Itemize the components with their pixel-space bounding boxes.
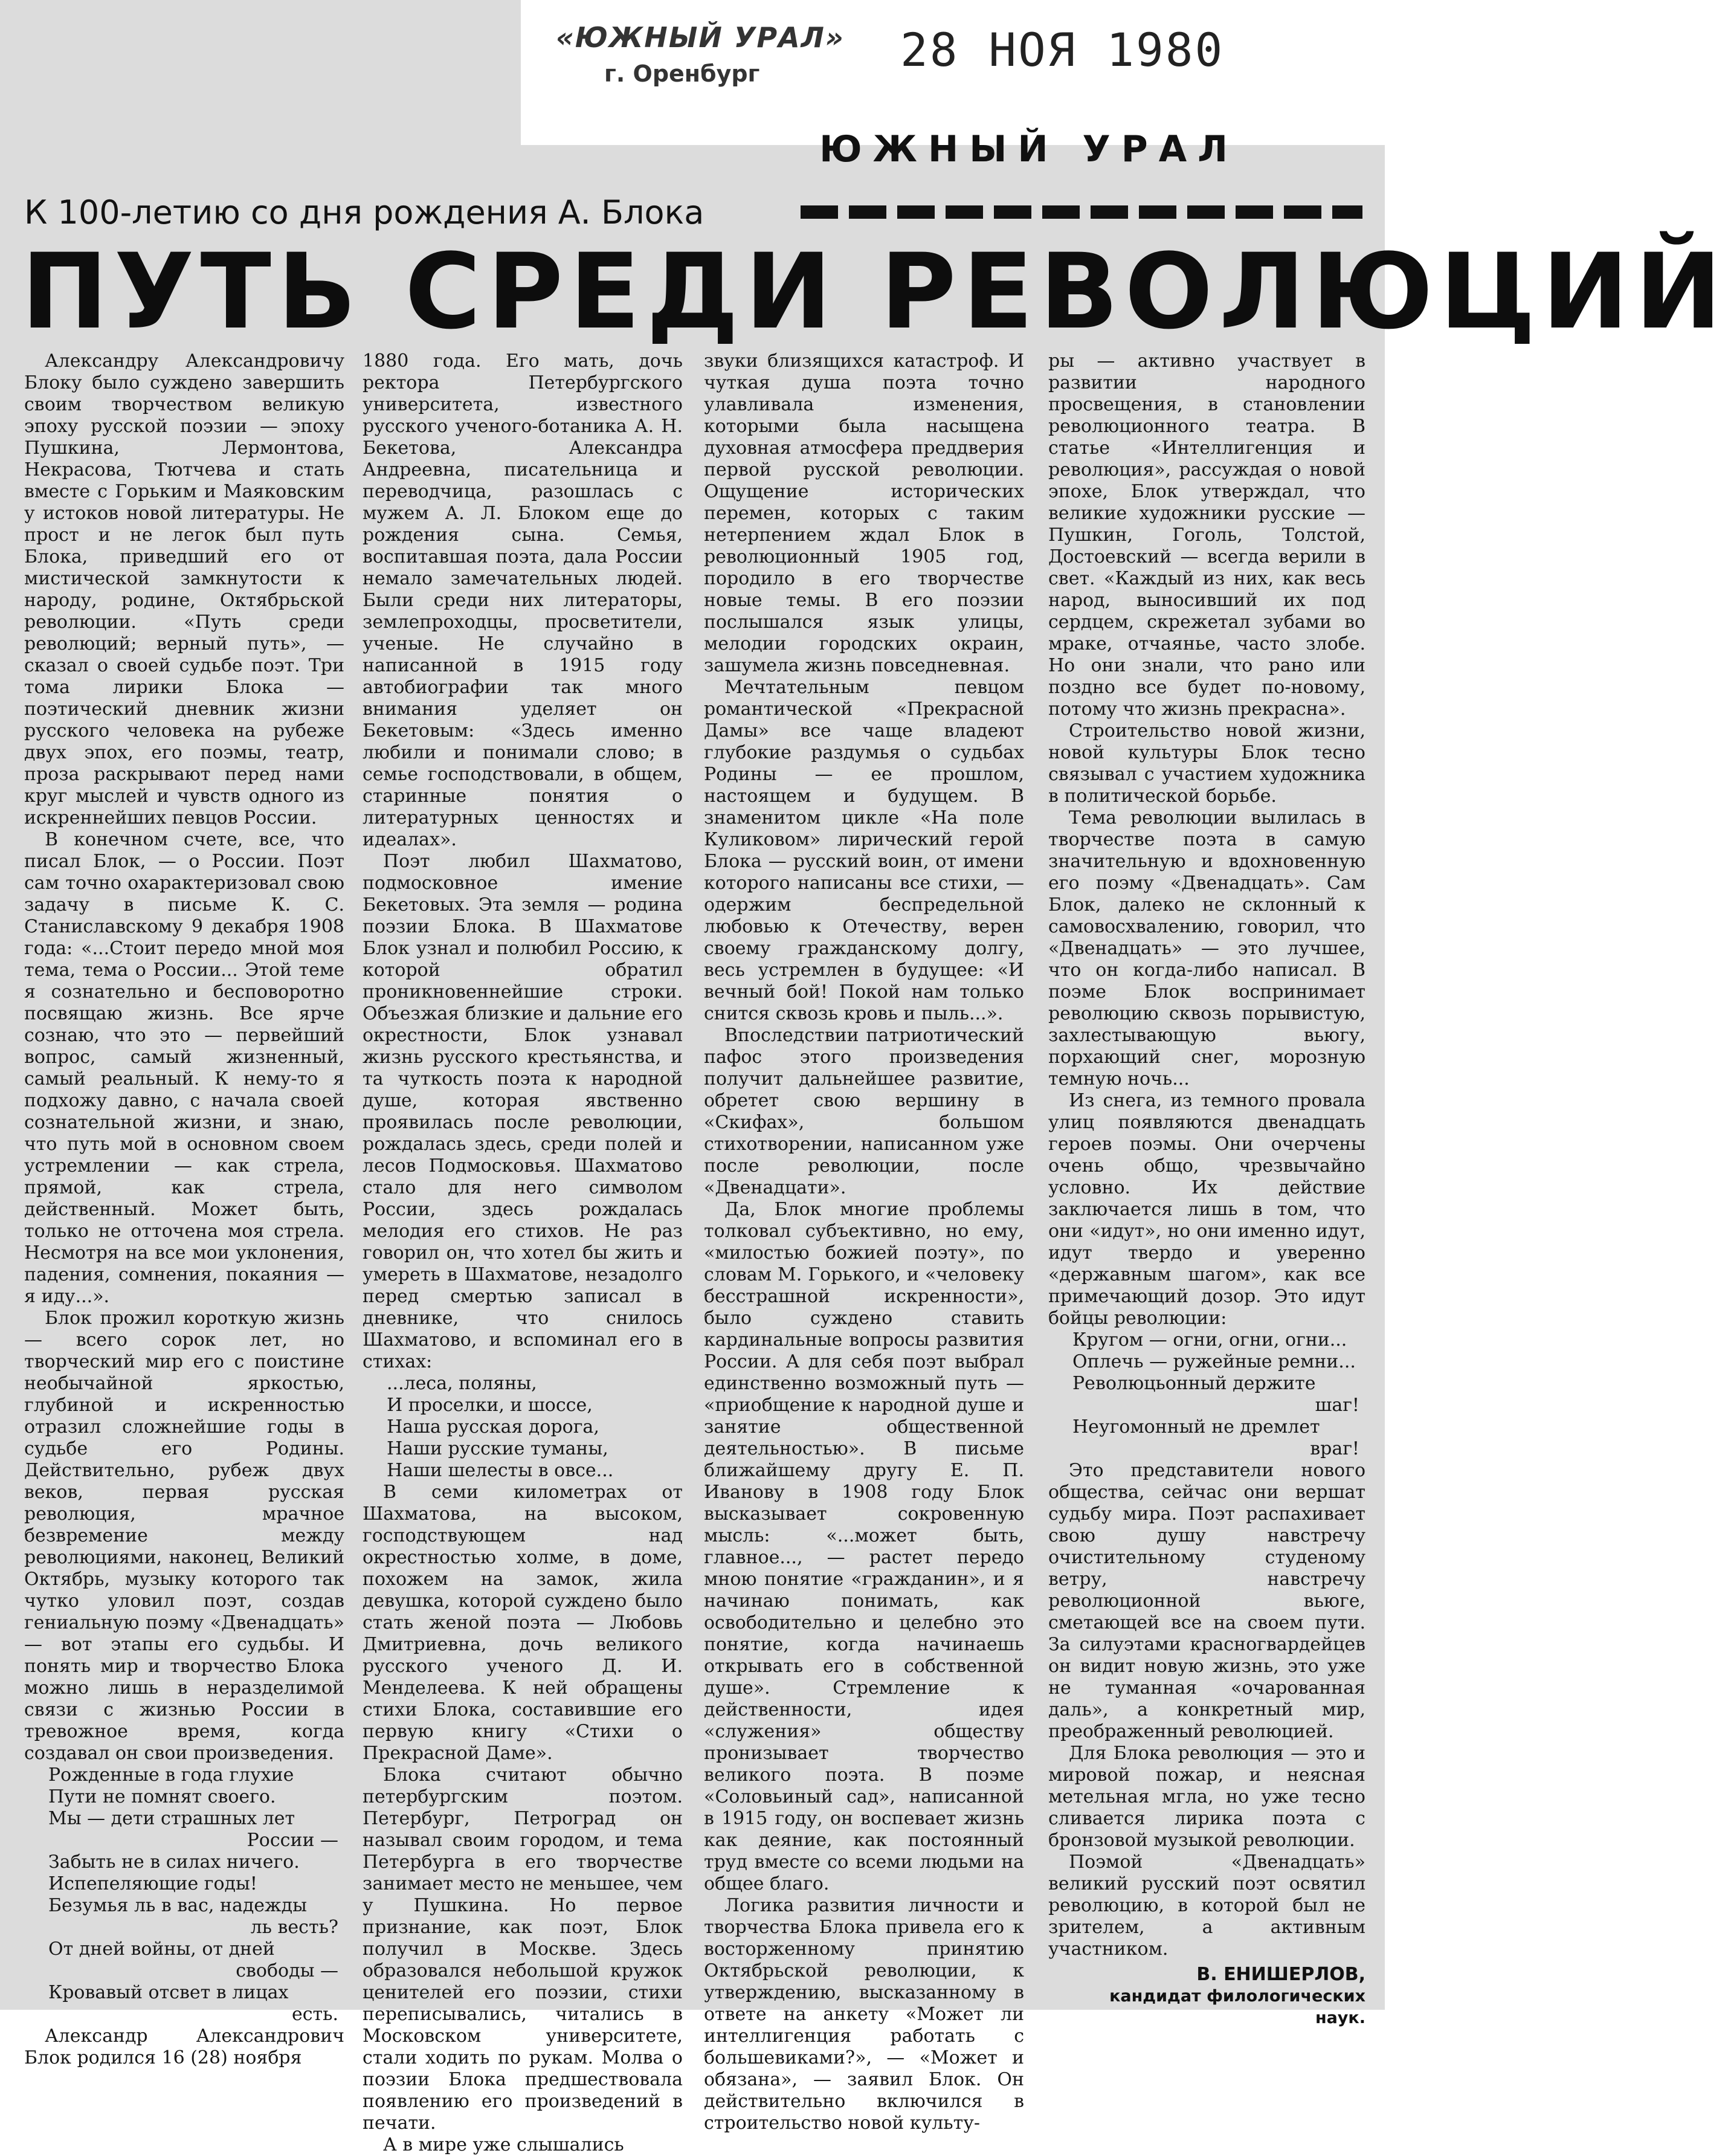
paragraph: Это представители нового общества, сейчас они вершат судьбу мира. Поэт распахивает свою душу навстречу очистительному студеному ветру, навстречу революционной вьюге, сметающей все на своем пути. За силуэтами красногвардейцев он видит новую жизнь, это уже не туманная «очарованная даль», а конкретный мир, преображенный революцией. [1048, 1460, 1365, 1742]
paragraph: Блок прожил короткую жизнь — всего сорок лет, но творческий мир его с поистине необычайной яркостью, глубиной и искренностью отразил сложнейшие годы в судьбе его Родины. Действительно, рубеж двух веков, первая русская революция, мрачное безвремение между революциями, наконец, Великий Октябрь, музыку которого так чутко уловил поэт, создав гениальную поэму «Двенадцать» — вот этапы его судьбы. И понять мир и творчество Блока можно лишь в неразделимой связи с жизнью России в тревожное время, когда создавал он свои произведения. [24, 1308, 344, 1764]
article-rubric: К 100-летию со дня рождения А. Блока [24, 193, 704, 231]
verse-line: Рожденные в года глухие [48, 1764, 294, 1786]
verse-line: шаг! [1315, 1395, 1359, 1416]
article-column-1 [24, 350, 344, 2068]
paragraph: Да, Блок многие проблемы толковал субъективно, но ему, «милостью божией поэту», по словам М. Горького, и «человеку бесстрашной искренности», было суждено ставить кардинальные вопросы развития России. А для себя поэт выбрал единственно возможный путь — «приобщение к народной душе и занятие общественной деятельностью». В письме ближайшему другу Е. П. Иванову в 1908 году Блок высказывает сокровенную мысль: «...может быть, главное..., — растет передо мною понятие «гражданин», и я начинаю понимать, как освободительно и целебно это понятие, когда начинаешь открывать его в собственной душе». Стремление к действенности, идея «служения» обществу пронизывает творчество великого поэта. В поэме «Соловьиный сад», написанной в 1915 году, он воспевает жизнь как деяние, как постоянный труд вместе со всеми людьми на общее благо. [704, 1199, 1024, 1894]
paragraph: 1880 года. Его мать, дочь ректора Петербургского университета, известного русского ученого-ботаника А. Н. Бекетова, Александра Андреевна, писательница и переводчица, разошлась с мужем А. Л. Блоком еще до рождения сына. Семья, воспитавшая поэта, дала России немало замечательных людей. Были среди них литераторы, землепроходцы, просветители, ученые. Не случайно в написанной в 1915 году автобиографии так много внимания уделяет он Бекетовым: «Здесь именно любили и понимали слово; в семье господствовали, в общем, старинные понятия о литературных ценностях и идеалах». [363, 350, 683, 850]
author-name: В. ЕНИШЕРЛОВ, [1196, 1964, 1365, 1985]
verse-line: Революцьонный держите [1072, 1373, 1316, 1394]
verse-line: Наши русские туманы, [387, 1438, 608, 1459]
verse-line: От дней войны, от дней [48, 1938, 275, 1960]
verse-line: Мы — дети страшных лет [48, 1808, 295, 1829]
verse-line: ...леса, поляны, [387, 1373, 537, 1394]
paragraph: Блока считают обычно петербургским поэтом. Петербург, Петроград он называл своим городом, и тема Петербурга в его творчестве занимает место не меньшее, чем у Пушкина. Но первое признание, как поэт, Блок получил в Москве. Здесь образовался небольшой кружок ценителей его поэзии, стихи переписывались, читались в Московском университете, стали ходить по рукам. Молва о поэзии Блока предшествовала появлению его произведений в печати. [363, 1764, 683, 2134]
paragraph: Из снега, из темного провала улиц появляются двенадцать героев поэмы. Они очерчены очень общо, чрезвычайно условно. Их действие заключается лишь в том, что они «идут», но они именно идут, идут твердо и уверенно «державным шагом», как все примечающий дозор. Это идут бойцы революции: [1048, 1090, 1365, 1329]
paragraph: Александр Александрович Блок родился 16 (28) ноября [24, 2025, 344, 2068]
verse-line: Забыть не в силах ничего. [48, 1851, 300, 1873]
paragraph: Логика развития личности и творчества Блока привела его к восторженному принятию Октябрьской революции, к утверждению, высказанному в ответе на анкету «Может ли интеллигенция работать с большевиками?», — «Может и обязана», — заявил Блок. Он действительно включился в строительство новой культу- [704, 1895, 1024, 2134]
paragraph: В конечном счете, все, что писал Блок, — о России. Поэт сам точно охарактеризовал свою задачу в письме К. С. Станиславскому 9 декабря 1908 года: «...Стоит передо мной моя тема, тема о России... Этой теме я сознательно и бесповоротно посвящаю жизнь. Все ярче сознаю, что это — первейший вопрос, самый жизненный, самый реальный. К нему-то я подхожу давно, с начала своей сознательной жизни, и знаю, что путь мой в основном своем устремлении — как стрела, прямой, как стрела, действенный. Может быть, только не отточена моя стрела. Несмотря на все мои уклонения, падения, сомнения, покаяния — я иду...». [24, 829, 344, 1307]
paragraph: В семи километрах от Шахматова, на высоком, господствующем над окрестностью холме, в доме, похожем на замок, жила девушка, которой суждено было стать женой поэта — Любовь Дмитриевна, дочь великого русского ученого Д. И. Менделеева. К ней обращены стихи Блока, составившие его первую книгу «Стихи о Прекрасной Даме». [363, 1482, 683, 1764]
article-column-2 [363, 350, 683, 2155]
verse-line: Неугомонный не дремлет [1072, 1416, 1320, 1438]
verse-line: Оплечь — ружейные ремни... [1072, 1351, 1356, 1372]
stamp-newspaper-name: «ЮЖНЫЙ УРАЛ» [556, 21, 845, 54]
paragraph: Впоследствии патриотический пафос этого произведения получит дальнейшее развитие, обретет свою вершину в «Скифах», большом стихотворении, написанном уже после революции, после «Двенадцати». [704, 1025, 1024, 1198]
verse-line: ль весть? [250, 1917, 338, 1938]
verse-line: свободы — [236, 1960, 338, 1981]
article-column-3 [704, 350, 1024, 2134]
paragraph: Тема революции вылилась в творчестве поэта в самую значительную и вдохновенную его поэму «Двенадцать». Сам Блок, далеко не склонный к самовосхвалению, говорил, что «Двенадцать» — это лучшее, что он когда-либо написал. В поэме Блок воспринимает революцию сквозь порывистую, захлестывающую вьюгу, порхающий снег, морозную темную ночь... [1048, 807, 1365, 1089]
author-signature [1088, 1964, 1365, 2029]
verse-line: Кругом — огни, огни, огни... [1072, 1329, 1347, 1351]
verse-line: Наши шелесты в овсе... [387, 1460, 614, 1481]
verse-line: Безумья ль в вас, надежды [48, 1895, 307, 1916]
article-column-4 [1048, 350, 1365, 2006]
article-title: ПУТЬ СРЕДИ РЕВОЛЮЦИЙ [21, 231, 1728, 352]
stamp-city: г. Оренбург [604, 60, 760, 87]
paragraph: Для Блока революция — это и мировой пожар, и неясная метельная мгла, но уже тесно сливается лирика поэта с бронзовой музыкой революции. [1048, 1743, 1365, 1851]
paragraph: ры — активно участвует в развитии народного просвещения, в становлении революционного театра. В статье «Интеллигенция и революция», рассуждая о новой эпохе, Блок утверждал, что великие художники русские — Пушкин, Гоголь, Толстой, Достоевский — всегда верили в свет. «Каждый из них, как весь народ, выносивший их под сердцем, скрежетал зубами во мраке, отчаянье, часто злобе. Но они знали, что рано или поздно все будет по-новому, потому что жизнь прекрасна». [1048, 350, 1365, 720]
paragraph: Строительство новой жизни, новой культуры Блок тесно связывал с участием художника в политической борьбе. [1048, 720, 1365, 807]
verse-line: Кровавый отсвет в лицах [48, 1982, 289, 2003]
paragraph: Мечтательным певцом романтической «Прекрасной Дамы» все чаще владеют глубокие раздумья о судьбах Родины — ее прошлом, настоящем и будущем. В знаменитом цикле «На поле Куликовом» лирический герой Блока — русский воин, от имени которого написаны все стихи, — одержим беспредельной любовью к Отечеству, верен своему гражданскому долгу, весь устремлен в будущее: «И вечный бой! Покой нам только снится сквозь кровь и пыль...». [704, 677, 1024, 1024]
verse-line: России — [247, 1830, 338, 1851]
paragraph: Поэмой «Двенадцать» великий русский поэт освятил революцию, в которой был не зрителем, а активным участником. [1048, 1851, 1365, 1960]
verse-line: И проселки, и шоссе, [387, 1395, 593, 1416]
paragraph: звуки близящихся катастроф. И чуткая душа поэта точно улавливала изменения, которыми была насыщена духовная атмосфера преддверия первой русской революции. Ощущение исторических перемен, которых с таким нетерпением ждал Блок в революционный 1905 год, породило в его творчестве новые темы. В его поэзии послышался язык улицы, мелодии городских окраин, зашумела жизнь повседневная. [704, 350, 1024, 676]
paragraph: Поэт любил Шахматово, подмосковное имение Бекетовых. Эта земля — родина поэзии Блока. В Шахматове Блок узнал и полюбил Россию, к которой обратил проникновеннейшие строки. Объезжая близкие и дальние его окрестности, Блок узнавал жизнь русского крестьянства, и та чуткость поэта к народной душе, которая явственно проявилась после революции, рождалась здесь, среди полей и лесов Подмосковья. Шахматово стало для него символом России, здесь рождалась мелодия его стихов. Не раз говорил он, что хотел бы жить и умереть в Шахматове, незадолго перед смертью записал в дневнике, что снилось Шахматово, и вспоминал его в стихах: [363, 851, 683, 1372]
verse-line: Наша русская дорога, [387, 1416, 599, 1438]
stamp-date: 28 НОЯ 1980 [900, 23, 1225, 77]
verse-line: есть. [291, 2004, 338, 2025]
author-degree: кандидат филологических наук. [1109, 1987, 1365, 2027]
verse-line: Пути не помнят своего. [48, 1786, 276, 1807]
decorative-dash-rule [801, 205, 1362, 219]
paragraph: А в мире уже слышались [383, 2134, 624, 2155]
paragraph: Александру Александровичу Блоку было суждено завершить своим творчеством великую эпоху русской поэзии — эпоху Пушкина, Лермонтова, Некрасова, Тютчева и стать вместе с Горьким и Маяковским у истоков новой литературы. Не прост и не легок был путь Блока, приведший его от мистической замкнутости к народу, родине, Октябрьской революции. «Путь среди революций; верный путь», — сказал о своей судьбе поэт. Три тома лирики Блока — поэтический дневник жизни русского человека на рубеже двух эпох, его поэмы, театр, проза раскрывают перед нами круг мыслей и чувств одного из искреннейших певцов России. [24, 350, 344, 828]
verse-line: Испепеляющие годы! [48, 1873, 257, 1894]
verse-line: враг! [1310, 1438, 1359, 1459]
newspaper-masthead: ЮЖНЫЙ УРАЛ [819, 128, 1239, 170]
